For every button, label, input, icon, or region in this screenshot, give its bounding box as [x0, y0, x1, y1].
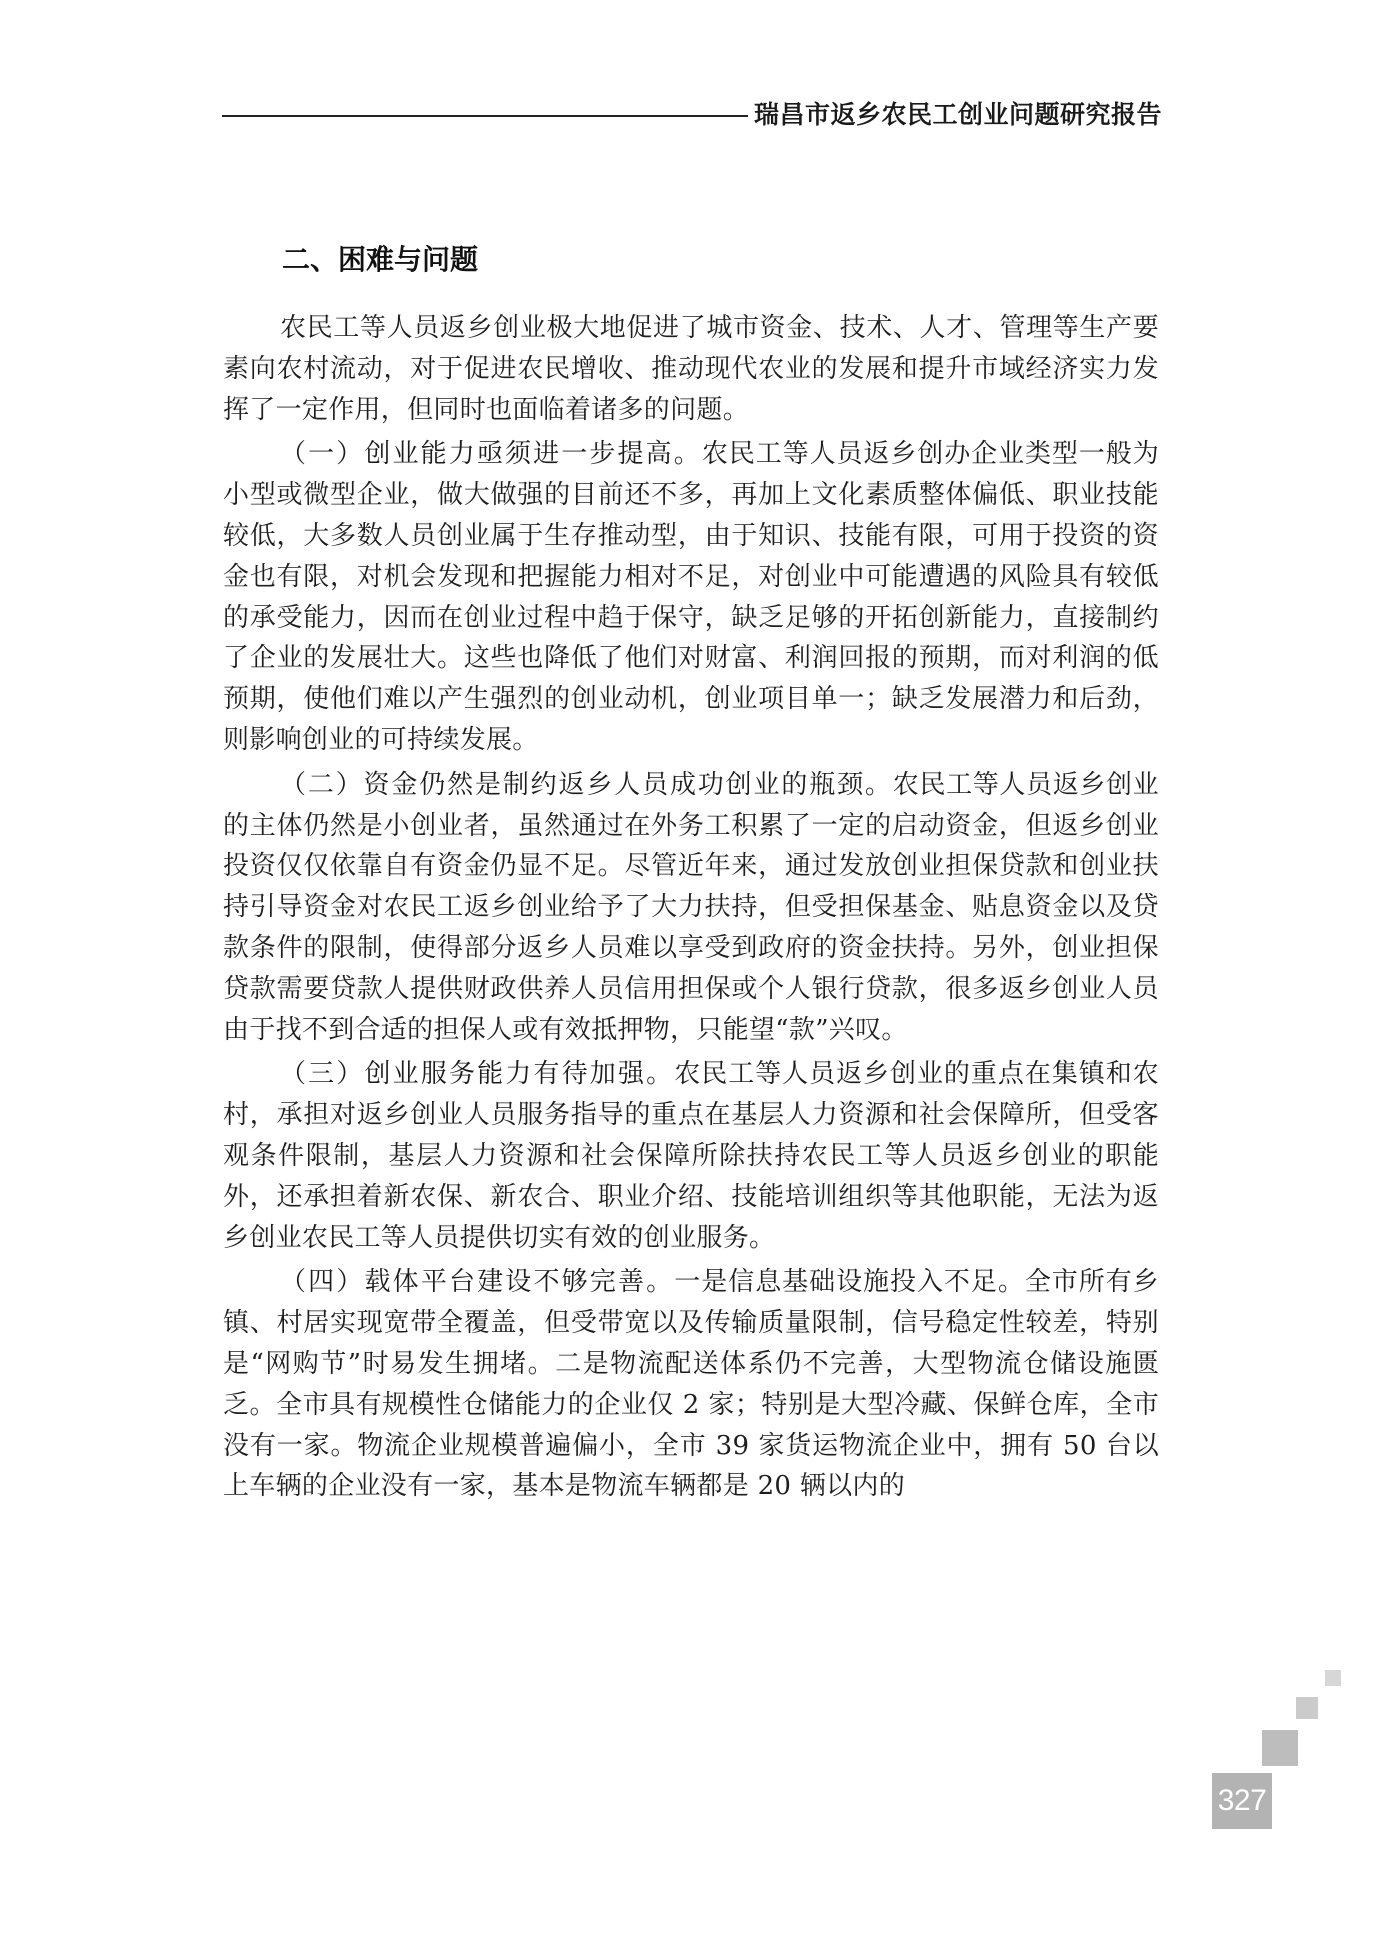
paragraph-entrepreneurship-ability [223, 434, 1159, 760]
paragraph-service-capacity [223, 1054, 1159, 1258]
paragraph-heading: （一）创业能力亟须进一步提高。 [280, 439, 702, 470]
decorative-square [1325, 1670, 1341, 1686]
paragraph-platform-construction [223, 1262, 1159, 1507]
paragraph-heading: （三）创业服务能力有待加强。 [280, 1059, 675, 1090]
paragraph-intro [223, 308, 1159, 430]
section-heading: 二、困难与问题 [282, 243, 479, 276]
paragraph-text: 一是信息基础设施投入不足。全市所有乡镇、村居实现宽带全覆盖，但受带宽以及传输质量限制，信号稳定性较差，特别是“网购节”时易发生拥堵。二是物流配送体系仍不完善，大型物流仓储设施匮乏。全市具有规模性仓储能力的企业仅 2 家；特别是大型冷藏、保鲜仓库，全市没有一家。物流企业规模普遍偏小，全市 39 家货运物流企业中，拥有 50 台以上车辆的企业没有一家，基本是物流车辆都是 20 辆以内的 [223, 1267, 1159, 1502]
paragraph-text: 农民工等人员返乡创办企业类型一般为小型或微型企业，做大做强的目前还不多，再加上文化素质整体偏低、职业技能较低，大多数人员创业属于生存推动型，由于知识、技能有限，可用于投资的资金也有限，对机会发现和把握能力相对不足，对创业中可能遭遇的风险具有较低的承受能力，因而在创业过程中趋于保守，缺乏足够的开拓创新能力，直接制约了企业的发展壮大。这些也降低了他们对财富、利润回报的预期，而对利润的低预期，使他们难以产生强烈的创业动机，创业项目单一；缺乏发展潜力和后劲，则影响创业的可持续发展。 [223, 439, 1159, 755]
paragraph-text: 农民工等人员返乡创业极大地促进了城市资金、技术、人才、管理等生产要素向农村流动，对于促进农民增收、推动现代农业的发展和提升市域经济实力发挥了一定作用，但同时也面临着诸多的问题。 [223, 313, 1159, 425]
paragraph-text: 农民工等人员返乡创业的重点在集镇和农村，承担对返乡创业人员服务指导的重点在基层人力资源和社会保障所，但受客观条件限制，基层人力资源和社会保障所除扶持农民工等人员返乡创业的职能外，还承担着新农保、新农合、职业介绍、技能培训组织等其他职能，无法为返乡创业农民工等人员提供切实有效的创业服务。 [223, 1059, 1159, 1253]
paragraph-heading: （二）资金仍然是制约返乡人员成功创业的瓶颈。 [280, 769, 893, 800]
running-title: 瑞昌市返乡农民工创业问题研究报告 [754, 100, 1163, 129]
paragraph-funding-bottleneck [223, 765, 1159, 1051]
page-number-badge [1212, 1773, 1272, 1829]
decorative-square [1262, 1730, 1298, 1766]
decorative-square [1296, 1697, 1318, 1719]
paragraph-text: 农民工等人员返乡创业的主体仍然是小创业者，虽然通过在外务工积累了一定的启动资金，但返乡创业投资仅仅依靠自有资金仍显不足。尽管近年来，通过发放创业担保贷款和创业扶持引导资金对农民工返乡创业给予了大力扶持，但受担保基金、贴息资金以及贷款条件的限制，使得部分返乡人员难以享受到政府的资金扶持。另外，创业担保贷款需要贷款人提供财政供养人员信用担保或个人银行贷款，很多返乡创业人员由于找不到合适的担保人或有效抵押物，只能望“款”兴叹。 [223, 769, 1159, 1045]
paragraph-heading: （四）载体平台建设不够完善。 [280, 1267, 675, 1298]
page-number: 327 [1217, 1784, 1267, 1817]
header-rule [222, 115, 748, 117]
body-text [223, 308, 1159, 1511]
